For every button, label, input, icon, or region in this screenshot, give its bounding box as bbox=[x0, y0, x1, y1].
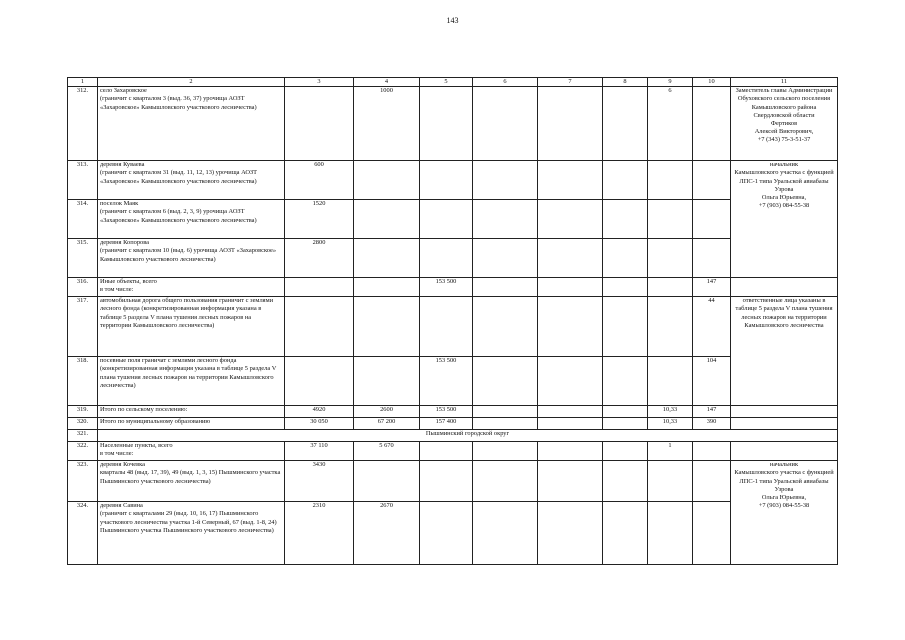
row-number: 313. bbox=[68, 161, 98, 200]
object-name: Населенные пункты, всего в том числе: bbox=[98, 442, 285, 461]
cell: 600 bbox=[285, 161, 354, 200]
cell bbox=[473, 200, 538, 239]
cell bbox=[354, 239, 420, 278]
cell bbox=[693, 161, 731, 200]
cell bbox=[473, 278, 538, 297]
cell bbox=[603, 461, 648, 502]
cell: 10,33 bbox=[648, 418, 693, 430]
row-number: 322. bbox=[68, 442, 98, 461]
cell: 2670 bbox=[354, 502, 420, 565]
header-cell: 11 bbox=[731, 78, 838, 87]
cell bbox=[420, 442, 473, 461]
cell: 67 200 bbox=[354, 418, 420, 430]
cell: 390 bbox=[693, 418, 731, 430]
cell bbox=[693, 239, 731, 278]
cell bbox=[538, 461, 603, 502]
cell: 1520 bbox=[285, 200, 354, 239]
cell bbox=[473, 418, 538, 430]
page-number: 143 bbox=[446, 16, 459, 25]
cell bbox=[420, 502, 473, 565]
cell bbox=[648, 161, 693, 200]
cell bbox=[603, 87, 648, 161]
cell: 153 500 bbox=[420, 357, 473, 406]
cell bbox=[648, 357, 693, 406]
cell bbox=[473, 87, 538, 161]
cell: 37 110 bbox=[285, 442, 354, 461]
cell bbox=[285, 357, 354, 406]
cell bbox=[603, 161, 648, 200]
cell bbox=[603, 278, 648, 297]
row-number: 324. bbox=[68, 502, 98, 565]
cell bbox=[731, 442, 838, 461]
table-row bbox=[68, 461, 838, 502]
cell bbox=[538, 161, 603, 200]
object-name: деревня Кочевка кварталы 48 (выд. 17, 39), 49 (выд. 1, 3, 15) Пышминского участка Пышминского участкового лесничества) bbox=[98, 461, 285, 502]
cell bbox=[420, 239, 473, 278]
cell: 2600 bbox=[354, 406, 420, 418]
row-number: 314. bbox=[68, 200, 98, 239]
cell bbox=[603, 200, 648, 239]
cell bbox=[603, 418, 648, 430]
cell: 147 bbox=[693, 278, 731, 297]
cell bbox=[285, 87, 354, 161]
header-cell: 3 bbox=[285, 78, 354, 87]
cell bbox=[603, 442, 648, 461]
cell bbox=[473, 461, 538, 502]
cell bbox=[354, 278, 420, 297]
cell bbox=[731, 278, 838, 297]
cell bbox=[420, 161, 473, 200]
cell bbox=[473, 406, 538, 418]
cell bbox=[693, 442, 731, 461]
table-row bbox=[68, 406, 838, 418]
cell bbox=[420, 297, 473, 357]
table-row bbox=[68, 161, 838, 200]
cell bbox=[731, 406, 838, 418]
cell bbox=[538, 442, 603, 461]
contact-cell: начальник Камышловского участка с функцией ЛПС-1 типа Уральской авиабазы Узрова Ольга Юрьевна, +7 (903) 084-55-38 bbox=[731, 161, 838, 278]
table-row bbox=[68, 357, 838, 406]
table-row bbox=[68, 442, 838, 461]
cell: 1 bbox=[648, 442, 693, 461]
header-cell: 8 bbox=[603, 78, 648, 87]
row-number: 320. bbox=[68, 418, 98, 430]
cell bbox=[538, 297, 603, 357]
table-row bbox=[68, 239, 838, 278]
header-cell: 6 bbox=[473, 78, 538, 87]
header-row bbox=[68, 78, 838, 87]
cell bbox=[731, 418, 838, 430]
cell bbox=[603, 297, 648, 357]
cell bbox=[473, 442, 538, 461]
cell: 3430 bbox=[285, 461, 354, 502]
object-name: Иные объекты, всего в том числе: bbox=[98, 278, 285, 297]
cell bbox=[354, 357, 420, 406]
cell: 1000 bbox=[354, 87, 420, 161]
row-number: 312. bbox=[68, 87, 98, 161]
header-cell: 9 bbox=[648, 78, 693, 87]
cell bbox=[538, 418, 603, 430]
cell bbox=[354, 200, 420, 239]
cell bbox=[648, 239, 693, 278]
section-row bbox=[68, 430, 838, 442]
object-name: посевные поля граничат с землями лесного фонда (конкретизированная информация указана в таблице 5 раздела V плана тушения лесных пожаров на территории Камышловского лесничества) bbox=[98, 357, 285, 406]
table-row bbox=[68, 502, 838, 565]
cell bbox=[538, 357, 603, 406]
header-cell: 1 bbox=[68, 78, 98, 87]
cell: 5 670 bbox=[354, 442, 420, 461]
cell bbox=[473, 502, 538, 565]
cell bbox=[693, 87, 731, 161]
cell bbox=[538, 406, 603, 418]
cell: 10,33 bbox=[648, 406, 693, 418]
row-number: 318. bbox=[68, 357, 98, 406]
cell bbox=[648, 502, 693, 565]
cell bbox=[603, 357, 648, 406]
cell bbox=[420, 200, 473, 239]
section-title: Пышминский городской округ bbox=[98, 430, 838, 442]
cell: 30 050 bbox=[285, 418, 354, 430]
cell: 6 bbox=[648, 87, 693, 161]
header-cell: 10 bbox=[693, 78, 731, 87]
cell bbox=[473, 357, 538, 406]
cell bbox=[538, 502, 603, 565]
table-row bbox=[68, 87, 838, 161]
cell bbox=[648, 297, 693, 357]
object-name: поселок Маяк (граничит с кварталом 6 (выд. 2, 3, 9) урочища АОЗТ «Захаровское» Камышловского участкового лесничества) bbox=[98, 200, 285, 239]
cell: 2310 bbox=[285, 502, 354, 565]
row-number: 317. bbox=[68, 297, 98, 357]
cell bbox=[473, 161, 538, 200]
contact-cell: начальник Камышловского участка с функцией ЛПС-1 типа Уральской авиабазы Узрова Ольга Юрьевна, +7 (903) 084-55-38 bbox=[731, 461, 838, 565]
table-row bbox=[68, 200, 838, 239]
object-name: деревня Копорова (граничит с кварталом 10 (выд. 6) урочища АОЗТ «Захаровское» Камышловского участкового лесничества) bbox=[98, 239, 285, 278]
cell bbox=[693, 200, 731, 239]
cell: 2800 bbox=[285, 239, 354, 278]
cell bbox=[648, 461, 693, 502]
cell: 153 500 bbox=[420, 406, 473, 418]
cell: 104 bbox=[693, 357, 731, 406]
cell bbox=[603, 406, 648, 418]
cell bbox=[693, 461, 731, 502]
row-number: 316. bbox=[68, 278, 98, 297]
object-name: Итого по сельскому поселению: bbox=[98, 406, 285, 418]
cell bbox=[285, 278, 354, 297]
object-name: село Захаровское (граничит с кварталом 3 (выд. 36, 37) урочища АОЗТ «Захаровское» Камышловского участкового лесничества) bbox=[98, 87, 285, 161]
cell bbox=[693, 502, 731, 565]
object-name: деревня Куваева (граничит с кварталом 31 (выд. 11, 12, 13) урочища АОЗТ «Захаровское» Камышловского участкового лесничества) bbox=[98, 161, 285, 200]
cell bbox=[420, 461, 473, 502]
header-cell: 5 bbox=[420, 78, 473, 87]
contact-cell: ответственные лица указаны в таблице 5 раздела V плана тушения лесных пожаров на территории Камышловского лесничества bbox=[731, 297, 838, 406]
header-cell: 7 bbox=[538, 78, 603, 87]
cell bbox=[603, 502, 648, 565]
cell: 153 500 bbox=[420, 278, 473, 297]
cell bbox=[420, 87, 473, 161]
cell bbox=[538, 200, 603, 239]
cell bbox=[354, 461, 420, 502]
row-number: 321. bbox=[68, 430, 98, 442]
cell bbox=[648, 200, 693, 239]
header-cell: 2 bbox=[98, 78, 285, 87]
cell bbox=[648, 278, 693, 297]
cell: 157 400 bbox=[420, 418, 473, 430]
row-number: 315. bbox=[68, 239, 98, 278]
header-cell: 4 bbox=[354, 78, 420, 87]
cell bbox=[538, 239, 603, 278]
object-name: автомобильная дорога общего пользования граничит с землями лесного фонда (конкретизированная информация указана в таблице 5 раздела V плана тушения лесных пожаров на территории Камышловского лесничества) bbox=[98, 297, 285, 357]
contact-cell: Заместитель главы Администрации Обуховского сельского поселения Камышловского района Свердловской области Фертиков Алексей Викторович, +7 (343) 75-3-51-37 bbox=[731, 87, 838, 161]
cell bbox=[354, 161, 420, 200]
object-name: Итого по муниципальному образованию bbox=[98, 418, 285, 430]
cell bbox=[538, 87, 603, 161]
cell bbox=[473, 297, 538, 357]
cell: 44 bbox=[693, 297, 731, 357]
object-name: деревня Савина (граничит с кварталами 29 (выд. 10, 16, 17) Пышминского участкового лесничества участка 1-й Северный, 67 (выд. 1-8, 24) Пышминского участка Пышминского участкового лесничества) bbox=[98, 502, 285, 565]
cell bbox=[473, 239, 538, 278]
cell bbox=[603, 239, 648, 278]
table-row bbox=[68, 297, 838, 357]
cell: 4920 bbox=[285, 406, 354, 418]
table-row bbox=[68, 278, 838, 297]
table-row bbox=[68, 418, 838, 430]
cell bbox=[538, 278, 603, 297]
cell bbox=[354, 297, 420, 357]
cell: 147 bbox=[693, 406, 731, 418]
forest-fire-objects-table bbox=[67, 77, 838, 565]
row-number: 319. bbox=[68, 406, 98, 418]
row-number: 323. bbox=[68, 461, 98, 502]
cell bbox=[285, 297, 354, 357]
